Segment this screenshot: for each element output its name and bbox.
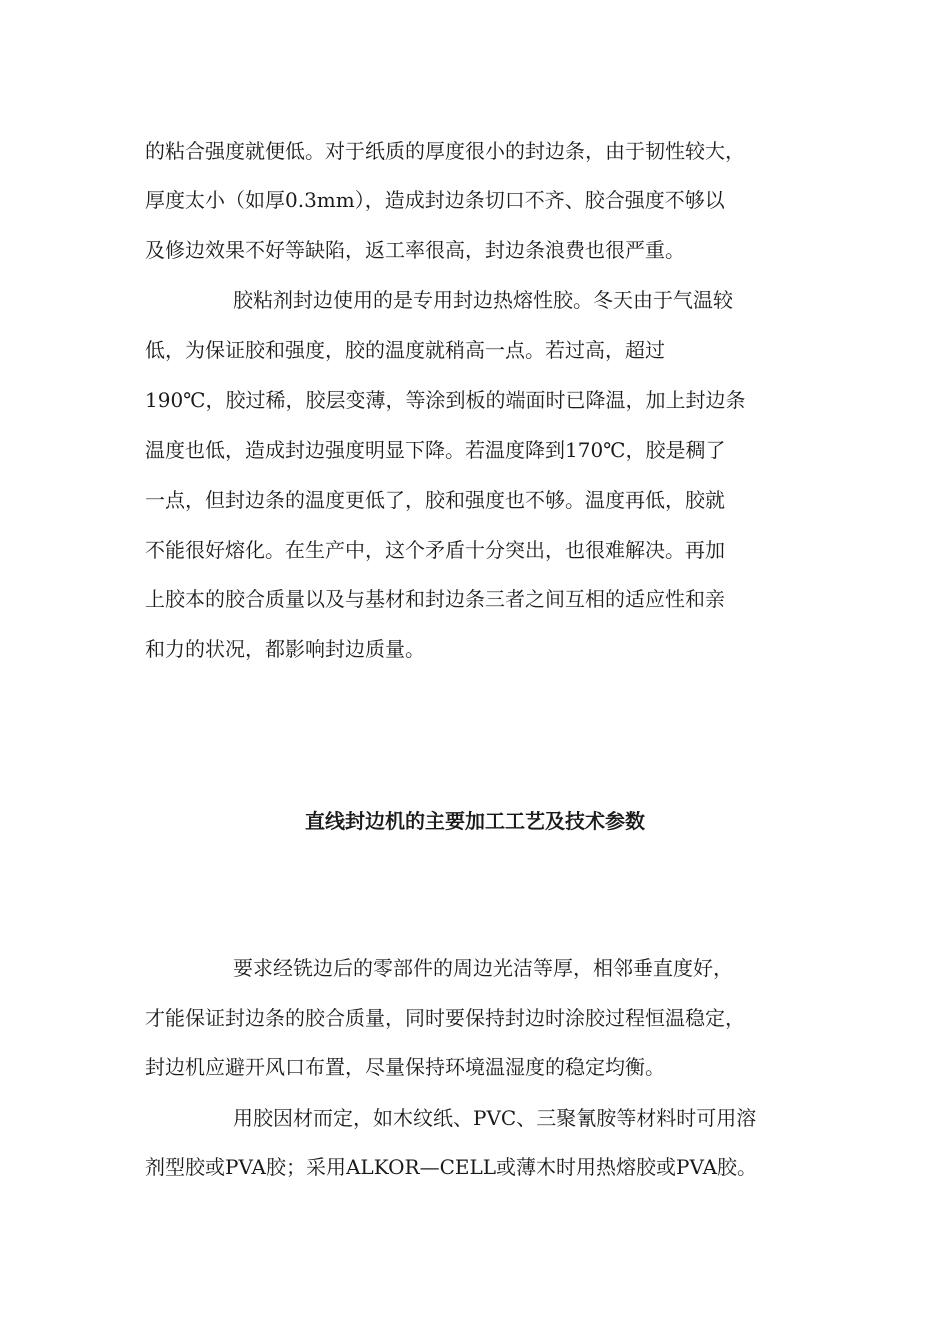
paragraph-1-line-2: 厚度太小（如厚0.3mm），造成封边条切口不齐、胶合强度不够以	[145, 188, 725, 212]
paragraph-2-line-3: 190℃，胶过稀，胶层变薄，等涂到板的端面时已降温，加上封边条	[145, 388, 746, 412]
paragraph-1-line-3: 及修边效果不好等缺陷，返工率很高，封边条浪费也很严重。	[145, 238, 685, 262]
paragraph-3-line-1: 要求经铣边后的零部件的周边光洁等厚，相邻垂直度好，	[233, 956, 733, 980]
paragraph-2-line-2: 低，为保证胶和强度，胶的温度就稍高一点。若过高，超过	[145, 338, 665, 362]
section-heading: 直线封边机的主要加工工艺及技术参数	[305, 809, 645, 833]
paragraph-2-line-7: 上胶本的胶合质量以及与基材和封边条三者之间互相的适应性和亲	[145, 587, 725, 611]
paragraph-2-line-8: 和力的状况，都影响封边质量。	[145, 637, 425, 661]
paragraph-3-line-2: 才能保证封边条的胶合质量，同时要保持封边时涂胶过程恒温稳定，	[145, 1006, 745, 1030]
paragraph-2-line-6: 不能很好熔化。在生产中，这个矛盾十分突出，也很难解决。再加	[145, 538, 725, 562]
paragraph-2-line-4: 温度也低，造成封边强度明显下降。若温度降到170℃，胶是稠了	[145, 438, 726, 462]
paragraph-4-line-1: 用胶因材而定，如木纹纸、PVC、三聚氰胺等材料时可用溶	[233, 1106, 757, 1130]
paragraph-2-line-1: 胶粘剂封边使用的是专用封边热熔性胶。冬天由于气温较	[233, 288, 733, 312]
paragraph-4-line-2: 剂型胶或PVA胶；采用ALKOR—CELL或薄木时用热熔胶或PVA胶。	[145, 1155, 758, 1179]
paragraph-3-line-3: 封边机应避开风口布置，尽量保持环境温湿度的稳定均衡。	[145, 1055, 665, 1079]
paragraph-1-line-1: 的粘合强度就便低。对于纸质的厚度很小的封边条，由于韧性较大，	[145, 139, 745, 163]
paragraph-2-line-5: 一点，但封边条的温度更低了，胶和强度也不够。温度再低，胶就	[145, 488, 725, 512]
